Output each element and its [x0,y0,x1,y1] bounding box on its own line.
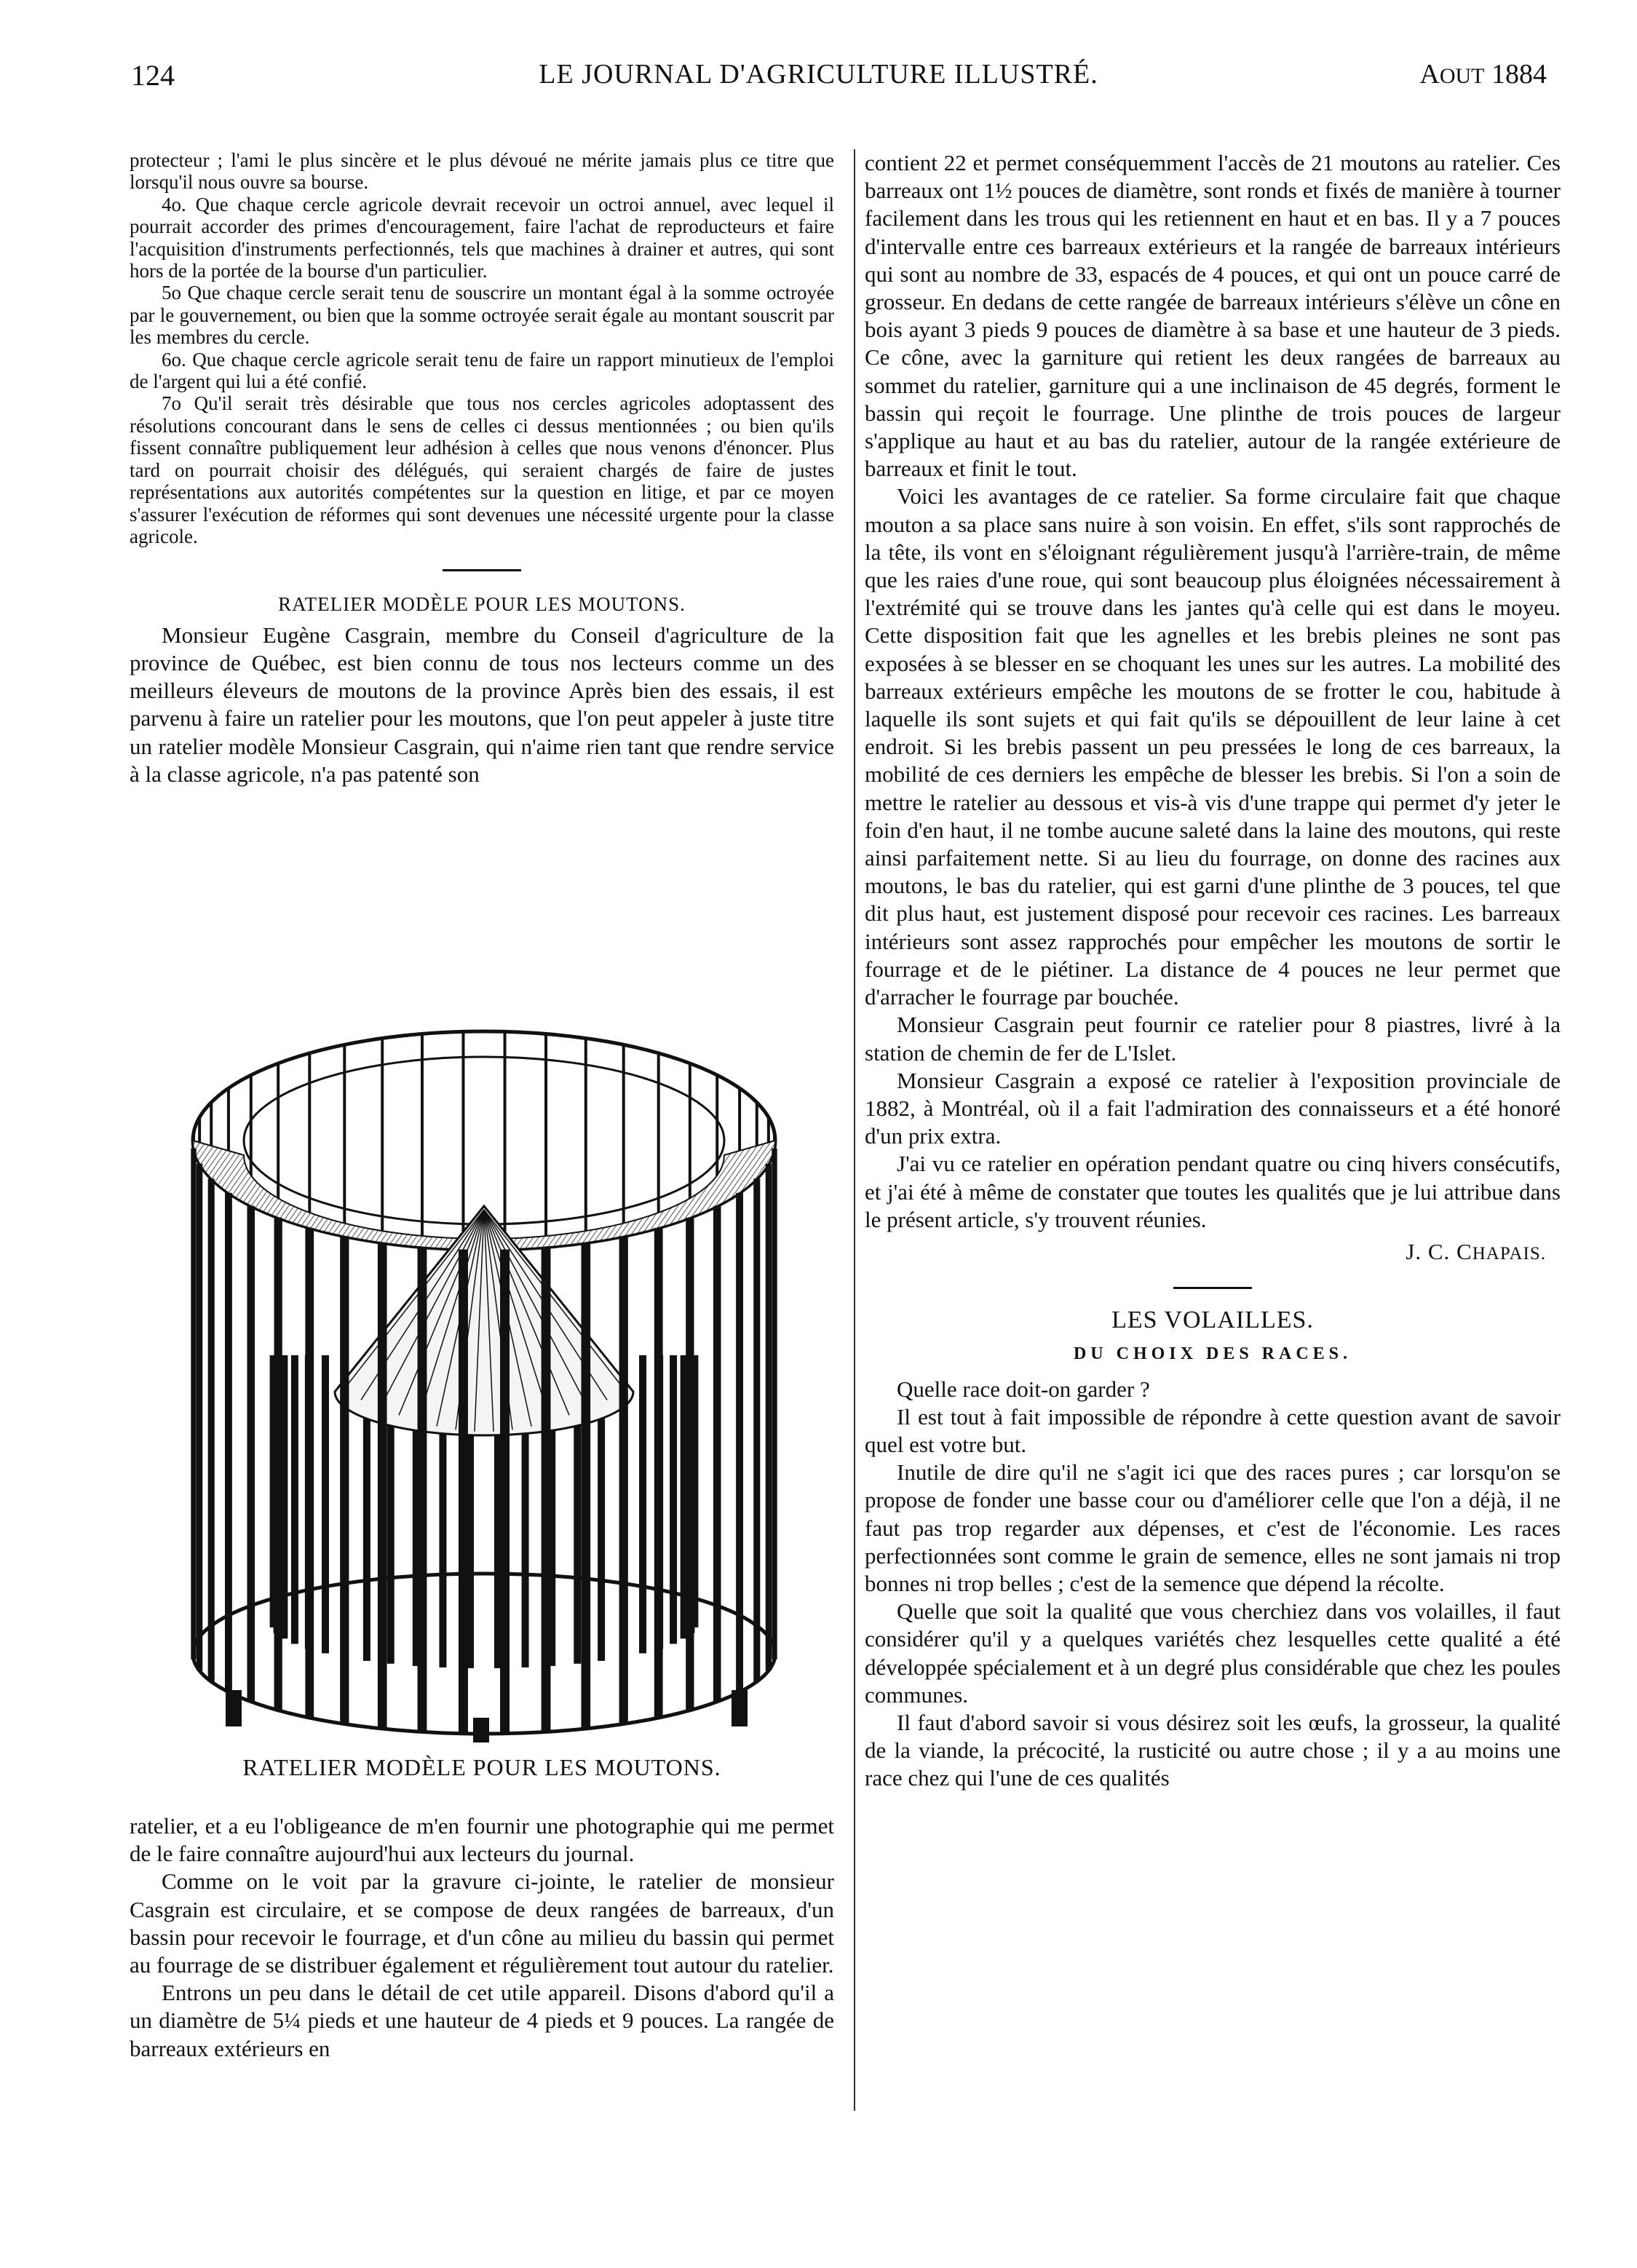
rack-foot-front [473,1718,489,1742]
paragraph: J'ai vu ce ratelier en opération pendant quatre ou cinq hivers consécutifs, et j'ai été à même de constater que toutes les qualités que je lui attribue dans le présent article, s'y trouvent réunies. [865,1151,1561,1232]
paragraph: 6o. Que chaque cercle agricole serait tenu de faire un rapport minutieux de l'emploi de l'argent qui lui a été confié. [130,348,834,393]
paragraph: Entrons un peu dans le détail de cet utile appareil. Disons d'abord qu'il a un diamètre de 5¼ pieds et une hauteur de 4 pieds et 9 pouces. La rangée de barreaux extérieurs en [130,1980,834,2061]
left-column-top [130,149,834,788]
signature-rest: HAPAIS. [1472,1243,1546,1264]
paragraph: Inutile de dire qu'il ne s'agit ici que des races pures ; car lorsqu'on se propose de fonder une basse cour ou d'améliorer celle que l'on a déjà, il ne faut pas trop regarder aux dépenses, et c'est de l'économie. Les races perfectionnées sont comme le grain de semence, elles ne sont jamais ni trop bonnes ni trop belles ; c'est de la semence que dépend la récolte. [865,1459,1561,1596]
rack-illustration [167,1013,801,1748]
left-column-bottom [130,1812,834,2063]
column-divider [854,149,855,2111]
signature-initials: J. C. C [1406,1238,1472,1264]
paragraph: Il faut d'abord savoir si vous désirez soit les œufs, la grosseur, la qualité de la viande, la précocité, la rusticité ou autre chose ; il y a au moins une race chez qui l'une de ces qualités [865,1709,1561,1791]
paragraph: Quelle race doit-on garder ? [897,1376,1150,1402]
paragraph: Il est tout à fait impossible de répondre à cette question avant de savoir quel est votre but. [865,1403,1561,1457]
rack-foot-right [732,1690,748,1726]
paragraph: Monsieur Casgrain a exposé ce ratelier à l'exposition provinciale de 1882, à Montréal, où il a fait l'admiration des connaisseurs et a été honoré d'un prix extra. [865,1067,1561,1149]
paragraph: Monsieur Casgrain peut fournir ce ratelier pour 8 piastres, livré à la station de chemin de fer de L'Islet. [865,1012,1561,1066]
inner-rim [244,1057,724,1224]
paragraph: Comme on le voit par la gravure ci-jointe, le ratelier de monsieur Casgrain est circulaire, et se compose de deux rangées de barreaux, d'un bassin pour recevoir le fourrage, et d'un cône au milieu du bassin qui permet au fourrage de se distribuer également et régulièrement tout autour du ratelier. [130,1868,834,1978]
section-title: LES VOLAILLES. [1111,1307,1314,1334]
section-subtitle: DU CHOIX DES RACES. [1073,1344,1352,1364]
issue-date-year: 1884 [1491,59,1547,90]
rack-engraving [167,1013,801,1748]
paragraph: contient 22 et permet conséquemment l'accès de 21 moutons au ratelier. Ces barreaux ont 1½ pouces de diamètre, sont ronds et fixés de manière à tourner facilement dans les trous qui les retiennent en haut et en bas. Il y a 7 pouces d'intervalle entre ces barreaux extérieurs et la rangée de barreaux intérieurs qui sont au nombre de 33, espacés de 4 pouces, et qui ont un pouce carré de grosseur. En dedans de cette rangée de barreaux intérieurs s'élève un cône en bois ayant 3 pieds 9 pouces de diamètre à sa base et une hauteur de 3 pieds. Ce cône, avec la garniture qui retient les deux rangées de barreaux au sommet du ratelier, garniture qui a une inclinaison de 45 degrés, forment le bassin qui reçoit le fourrage. Une plinthe de trois pouces de largeur s'applique au haut et au bas du ratelier, autour de la rangée extérieure de barreaux et finit le tout. [865,150,1561,482]
rack-foot-left [226,1690,242,1726]
paragraph: 7o Qu'il serait très désirable que tous nos cercles agricoles adoptassent des résolutions concourant dans le sens de celles ci dessus mentionnées ; ou bien qu'ils fissent connaître publiquement leur adhésion à celles que nous venons d'énoncer. Plus tard on pourrait choisir des délégués, qui seraient chargés de faire de justes représentations aux autorités compétentes sur la question en litige, et par ce moyen s'assurer l'exécution de réformes qui sont devenues une nécessité urgente pour la classe agricole. [130,392,834,547]
figure-caption: RATELIER MODÈLE POUR LES MOUTONS. [242,1754,721,1780]
paragraph: Voici les avantages de ce ratelier. Sa forme circulaire fait que chaque mouton a sa place sans nuire à son voisin. En effet, s'ils sont rapprochés de la tête, ils vont en s'éloignant régulièrement jusqu'à l'arrière-train, de même que les raies d'une roue, qui sont beaucoup plus éloignées nécessairement à l'extrémité qui se trouve dans les jantes qu'à celle qui est dans le moyeu. Cette disposition fait que les agnelles et les brebis pleines ne sont pas exposées à se blesser en se choquant les unes sur les autres. La mobilité des barreaux extérieurs empêche les moutons de se frotter le cou, habitude à laquelle ils sont sujets et qui fait qu'ils se dépouillent de leur laine à cet endroit. Si les brebis passent un peu pressées le long de ces barreaux, la mobilité de ces derniers les empêche de blesser les brebis. Si l'on a soin de mettre le ratelier au dessous et vis-à vis d'une trappe qui permet d'y jeter le foin d'en haut, il ne tombe aucune saleté dans la laine des moutons, qui reste ainsi parfaitement nette. Si au lieu du fourrage, on donne des racines aux moutons, le bas du ratelier, qui est garni d'une plinthe de 3 pouces, tel que dit plus haut, est justement disposé pour recevoir ces racines. Les barreaux intérieurs sont assez rapprochés pour empêcher les moutons de sortir le fourrage et de le piétiner. La distance de 4 pouces ne leur permet que d'arracher le fourrage par bouchée. [865,483,1561,1010]
paragraph: protecteur ; l'ami le plus sincère et le plus dévoué ne mérite jamais plus ce titre que lorsqu'il nous ouvre sa bourse. [130,149,834,194]
issue-date [1419,58,1547,90]
paragraph: 4o. Que chaque cercle agricole devrait recevoir un octroi annuel, avec lequel il pourrait accorder des primes d'encouragement, faire l'achat de reproducteurs et faire l'acquisition d'instruments perfectionnés, tels que machines à drainer et autres, qui sont hors de la portée de la bourse d'un particulier. [130,193,834,282]
section-separator [443,569,521,571]
section-separator [1173,1287,1252,1289]
author-signature [865,1238,1561,1268]
paragraph: ratelier, et a eu l'obligeance de m'en fournir une photographie qui me permet de le faire connaître aujourd'hui aux lecteurs du journal. [130,1813,834,1867]
issue-date-cap: A [1419,59,1440,90]
page-header [0,58,1637,102]
section-title: RATELIER MODÈLE POUR LES MOUTONS. [278,593,686,616]
journal-title: LE JOURNAL D'AGRICULTURE ILLUSTRÉ. [539,59,1098,90]
paragraph: Monsieur Eugène Casgrain, membre du Conseil d'agriculture de la province de Québec, est bien connu de tous nos lecteurs comme un des meilleurs éleveurs de moutons de la province Après bien des essais, il est parvenu à faire un ratelier pour les moutons, que l'on peut appeler à juste titre un ratelier modèle Monsieur Casgrain, qui n'aime rien tant que rendre service à la classe agricole, n'a pas patenté son [130,622,834,787]
paragraph: 5o Que chaque cercle serait tenu de souscrire un montant égal à la somme octroyée par le gouvernement, ou bien que la somme octroyée serait égale au montant souscrit par les membres du cercle. [130,282,834,349]
issue-date-month: OUT [1439,64,1485,88]
page-number: 124 [131,59,175,92]
right-column [865,149,1561,1793]
paragraph: Quelle que soit la qualité que vous cherchiez dans vos volailles, il faut considérer qu'il y a quelques variétés chez lesquelles cette qualité a été développée spécialement et à un degré plus considérable que chez les poules communes. [865,1598,1561,1708]
